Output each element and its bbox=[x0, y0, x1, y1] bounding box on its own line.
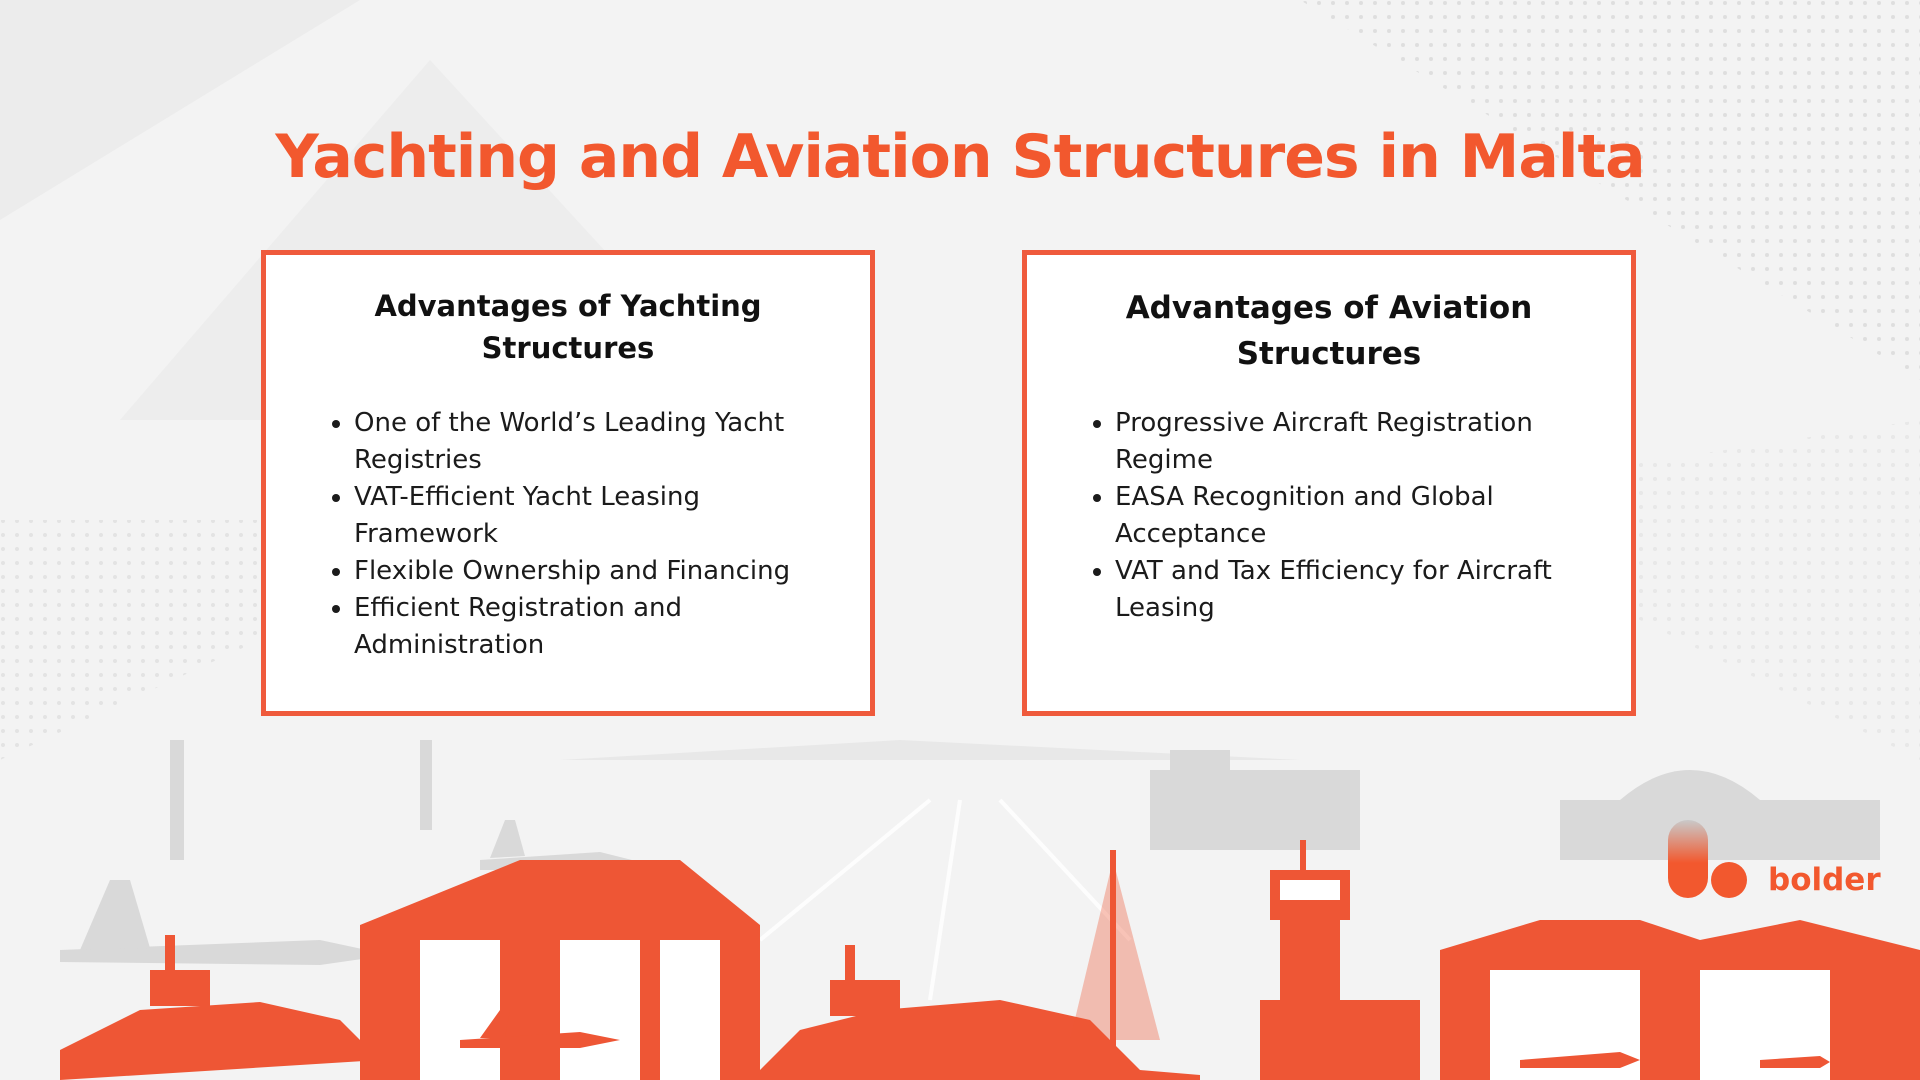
aviation-card-heading bbox=[1027, 285, 1631, 377]
aviation-card bbox=[1022, 250, 1636, 716]
list-item: • Efficient Registration and Administration bbox=[354, 590, 840, 664]
bolder-logo-text: bolder bbox=[1768, 862, 1881, 898]
aviation-advantages-list bbox=[1089, 405, 1601, 627]
page-title: Yachting and Aviation Structures in Malta bbox=[275, 122, 1645, 193]
aviation-heading-line-2: Structures bbox=[1236, 336, 1422, 372]
list-item: • One of the World’s Leading Yacht Registries bbox=[354, 405, 840, 479]
list-item: • VAT-Efficient Yacht Leasing Framework bbox=[354, 479, 840, 553]
list-item: • Progressive Aircraft Registration Regime bbox=[1115, 405, 1601, 479]
yachting-heading-line-2: Structures bbox=[481, 331, 655, 365]
list-item: • Flexible Ownership and Financing bbox=[354, 553, 840, 590]
yachting-heading-line-1: Advantages of Yachting bbox=[374, 289, 762, 323]
list-item: • VAT and Tax Efficiency for Aircraft Leasing bbox=[1115, 553, 1601, 627]
airport-harbour-skyline-illustration bbox=[0, 740, 1920, 1080]
runway-markings bbox=[760, 800, 1130, 1000]
yachting-advantages-list bbox=[328, 405, 840, 664]
aviation-heading-line-1: Advantages of Aviation bbox=[1125, 290, 1533, 326]
yachting-card bbox=[261, 250, 875, 716]
list-item: • EASA Recognition and Global Acceptance bbox=[1115, 479, 1601, 553]
yachting-card-heading bbox=[266, 285, 870, 369]
